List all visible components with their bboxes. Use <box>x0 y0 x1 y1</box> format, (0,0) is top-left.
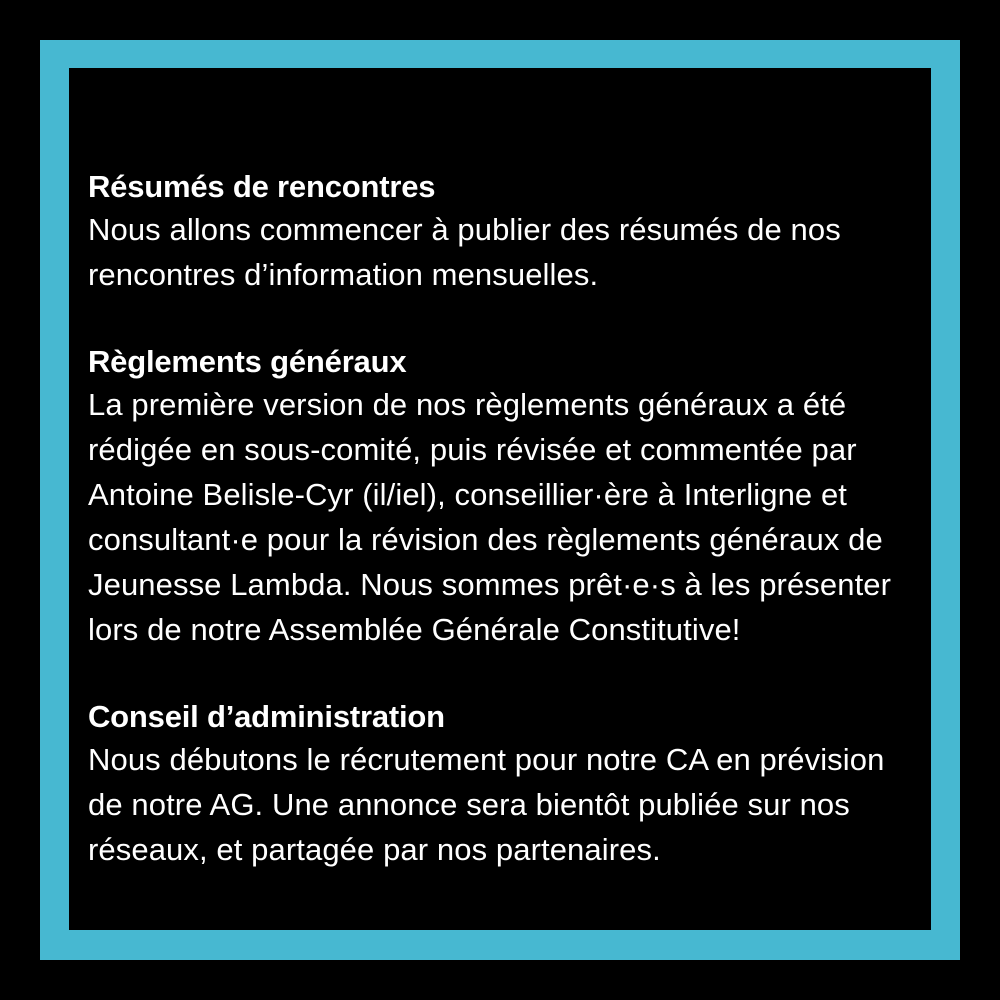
content-panel <box>69 68 931 930</box>
section-title: Règlements généraux <box>88 344 407 379</box>
section-body: La première version de nos règlements généraux a été rédigée en sous-comité, puis révisée et commentée par Antoine Belisle-Cyr (il/iel), conseillier·ère à Interligne et consultant·e pour la révision des règlements généraux de Jeunesse Lambda. Nous sommes prêt·e·s à les présenter lors de notre Assemblée Générale Constitutive! <box>88 387 892 647</box>
section-title: Conseil d’administration <box>88 699 445 734</box>
section-reglements <box>88 341 921 652</box>
section-body: Nous débutons le récrutement pour notre CA en prévision de notre AG. Une annonce sera bientôt publiée sur nos réseaux, et partagée par nos partenaires. <box>88 742 885 867</box>
section-conseil <box>88 696 921 872</box>
section-body: Nous allons commencer à publier des résumés de nos rencontres d’information mensuelles. <box>88 212 841 292</box>
section-title: Résumés de rencontres <box>88 169 436 204</box>
section-resumes <box>88 166 921 297</box>
